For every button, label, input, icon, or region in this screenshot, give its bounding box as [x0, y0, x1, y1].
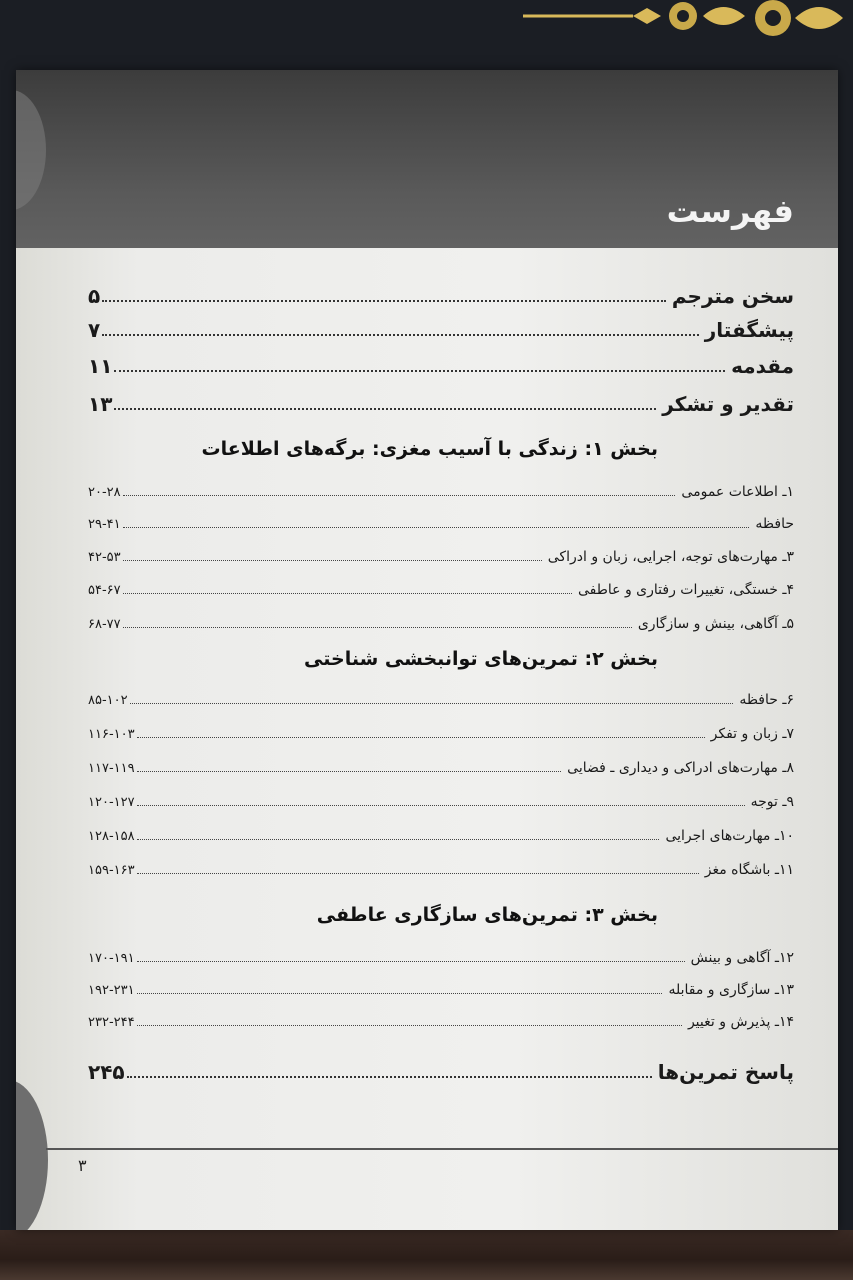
toc-entry	[88, 510, 794, 532]
section-title: بخش ۳: تمرین‌های سازگاری عاطفی	[316, 904, 658, 926]
toc-entry-page: ۵۴-۶۷	[88, 583, 121, 598]
toc-entry-page: ۶۸-۷۷	[88, 617, 121, 632]
toc-entry-label: تقدیر و تشکر	[662, 392, 794, 416]
toc-entry	[88, 280, 794, 308]
leader-dots	[137, 839, 660, 840]
page-number: ۳	[78, 1156, 87, 1175]
toc-entry-page: ۱۷۰-۱۹۱	[88, 951, 135, 966]
toc-entry	[88, 350, 794, 378]
document-page	[16, 70, 838, 1230]
leader-dots	[137, 961, 685, 962]
toc-entry-page: ۱۲۰-۱۲۷	[88, 795, 135, 810]
toc-entry	[88, 754, 794, 776]
toc-entry-page: ۱۱۷-۱۱۹	[88, 761, 135, 776]
toc-entry	[88, 543, 794, 565]
toc-entry-label: ۱۱ـ باشگاه مغز	[704, 862, 794, 878]
toc-entry-page: ۱۵۹-۱۶۳	[88, 863, 135, 878]
leader-dots	[137, 873, 699, 874]
toc-entry-page: ۱۳	[88, 392, 113, 416]
toc-entry	[88, 788, 794, 810]
leader-dots	[127, 1076, 652, 1078]
toc-entry-page: ۱۱۶-۱۰۳	[88, 727, 135, 742]
toc-entry-label: پاسخ تمرین‌ها	[657, 1060, 794, 1084]
leader-dots	[137, 1025, 682, 1026]
toc-entry	[88, 576, 794, 598]
toc-entry-label: ۱۳ـ سازگاری و مقابله	[668, 982, 794, 998]
toc-entry-label: مقدمه	[731, 354, 794, 378]
toc-entry	[88, 610, 794, 632]
toc-entry-label: ۳ـ مهارت‌های توجه، اجرایی، زبان و ادراکی	[547, 549, 794, 565]
toc-entry-page: ۵	[88, 284, 101, 308]
section-title: بخش ۱: زندگی با آسیب مغزی: برگه‌های اطلاعات	[201, 438, 658, 460]
toc-entry-label: ۹ـ توجه	[750, 794, 794, 810]
leader-dots	[137, 805, 745, 806]
toc-entry-page: ۲۴۵	[88, 1060, 125, 1084]
toc-entry-page: ۲۳۲-۲۴۴	[88, 1015, 135, 1030]
leader-dots	[130, 703, 734, 704]
leader-dots	[123, 560, 542, 561]
toc-entry-label: ۱ـ اطلاعات عمومی	[681, 484, 794, 500]
toc-entry	[88, 314, 794, 342]
background-surface	[0, 1230, 853, 1280]
toc-entry-page: ۷	[88, 318, 101, 342]
leader-dots	[137, 771, 562, 772]
toc-entry	[88, 686, 794, 708]
toc-entry-page: ۱۹۲-۲۳۱	[88, 983, 135, 998]
leader-dots	[123, 593, 572, 594]
toc-entry	[88, 976, 794, 998]
section-title: بخش ۲: تمرین‌های توانبخشی شناختی	[304, 648, 658, 670]
toc-entry	[88, 944, 794, 966]
leader-dots	[114, 370, 725, 372]
toc-entry	[88, 822, 794, 844]
leader-dots	[102, 334, 699, 336]
leader-dots	[114, 408, 656, 410]
leader-dots	[123, 627, 632, 628]
toc-entry-page: ۸۵-۱۰۲	[88, 693, 128, 708]
toc-entry-label: سخن مترجم	[671, 284, 794, 308]
toc-entry-label: ۶ـ حافظه	[739, 692, 794, 708]
toc-entry-label: ۱۲ـ آگاهی و بینش	[690, 950, 794, 966]
toc-entry	[88, 1056, 794, 1084]
toc-entry	[88, 1008, 794, 1030]
toc-entry	[88, 720, 794, 742]
footer-rule	[46, 1148, 838, 1150]
leader-dots	[137, 737, 705, 738]
leader-dots	[137, 993, 663, 994]
toc-entry	[88, 388, 794, 416]
toc-entry-page: ۲۹-۴۱	[88, 517, 121, 532]
toc-entry-label: ۵ـ آگاهی، بینش و سازگاری	[637, 616, 794, 632]
toc-entry-page: ۴۲-۵۳	[88, 550, 121, 565]
toc-entry-label: پیشگفتار	[704, 318, 794, 342]
toc-entry-label: حافظه	[755, 516, 794, 532]
toc-entry-label: ۴ـ خستگی، تغییرات رفتاری و عاطفی	[578, 582, 794, 598]
leader-dots	[123, 495, 676, 496]
leader-dots	[123, 527, 750, 528]
toc-entry-label: ۱۴ـ پذیرش و تغییر	[687, 1014, 794, 1030]
toc-entry-page: ۱۲۸-۱۵۸	[88, 829, 135, 844]
leader-dots	[102, 300, 666, 302]
decorative-arc	[16, 1080, 48, 1230]
toc-entry-label: ۱۰ـ مهارت‌های اجرایی	[665, 828, 794, 844]
toc-entry-page: ۱۱	[88, 354, 113, 378]
toc-entry	[88, 856, 794, 878]
decorative-ornament	[523, 0, 853, 44]
toc-entry-label: ۸ـ مهارت‌های ادراکی و دیداری ـ فضایی	[567, 760, 794, 776]
page-title: فهرست	[666, 192, 794, 230]
toc-entry	[88, 478, 794, 500]
toc-entry-page: ۲۰-۲۸	[88, 485, 121, 500]
toc-entry-label: ۷ـ زبان و تفکر	[710, 726, 794, 742]
